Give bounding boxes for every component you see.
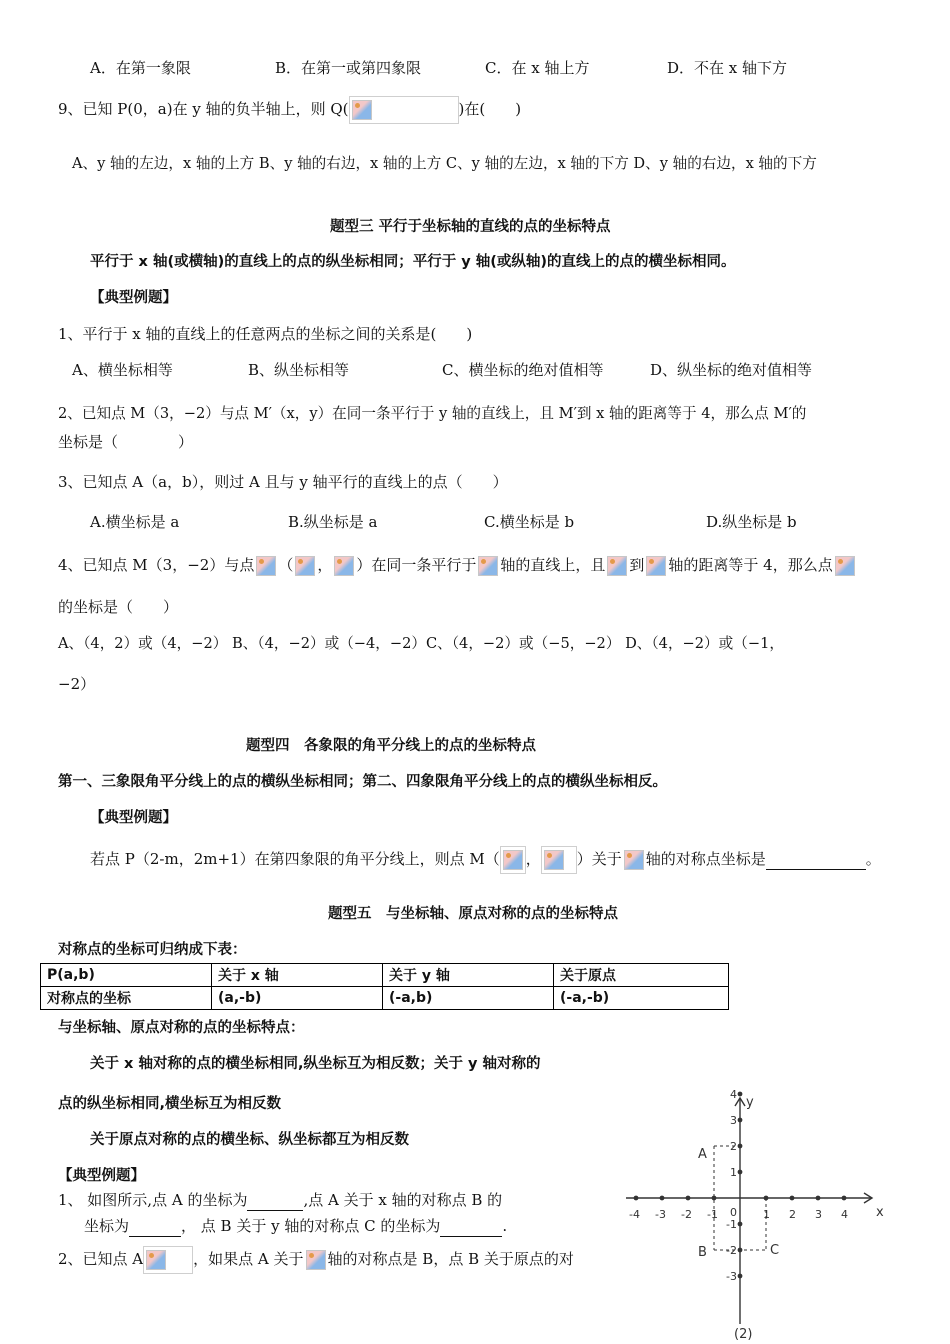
y-tick-label: 3 [730, 1114, 737, 1127]
y-tick-mark [738, 1118, 743, 1123]
s3-q4-options-line1: A、（4，2）或（4，−2） B、（4，−2）或（−4，−2）C、（4，−2）或（−5，−2） D、（4，−2）或（−1， [58, 635, 784, 652]
q8-option-a: A．在第一象限 [90, 59, 191, 77]
y-tick-label: -1 [726, 1218, 737, 1231]
formula-image-icon [349, 96, 459, 124]
table-cell: (a,-b) [212, 987, 383, 1010]
x-tick-mark [660, 1196, 665, 1201]
s4-q-part4: 轴的对称点坐标是 [645, 850, 766, 868]
table-cell: 关于原点 [554, 964, 729, 987]
x-tick-label: 2 [789, 1208, 796, 1221]
y-tick-label: 4 [730, 1088, 737, 1101]
s3-q2-line1: 2、已知点 M（3，−2）与点 M′（x，y）在同一条平行于 y 轴的直线上，且 M′到 x 轴的距离等于 4，那么点 M′的 [58, 405, 807, 422]
section3-title: 题型三 平行于坐标轴的直线的点的坐标特点 [330, 219, 611, 235]
q9-options: A、y 轴的左边，x 轴的上方 B、y 轴的右边，x 轴的上方 C、y 轴的左边，x 轴的下方 D、y 轴的右边，x 轴的下方 [72, 155, 817, 172]
s4-q-part3: ）关于 [576, 850, 622, 868]
s5-q2-part2: ，如果点 A 关于 [193, 1250, 304, 1268]
s3-q4-part6: 到 [629, 556, 645, 574]
formula-image-icon [607, 556, 627, 576]
formula-image-icon [478, 556, 498, 576]
y-tick-label: 2 [730, 1140, 737, 1153]
y-tick-mark [738, 1144, 743, 1149]
s3-q4-part7: 轴的距离等于 4，那么点 [668, 556, 833, 574]
section5-example-heading: 【典型例题】 [58, 1168, 145, 1184]
formula-image-icon [306, 1250, 326, 1270]
s5-q1-line1 [58, 1190, 502, 1211]
x-tick-label: -2 [681, 1208, 692, 1221]
table-cell: (-a,-b) [554, 987, 729, 1010]
x-tick-label: 3 [815, 1208, 822, 1221]
y-tick-mark [738, 1274, 743, 1279]
x-tick-mark [842, 1196, 847, 1201]
x-axis-label: x [876, 1205, 884, 1220]
section4-rule: 第一、三象限角平分线上的点的横纵坐标相同；第二、四象限角平分线上的点的横纵坐标相反。 [58, 774, 667, 790]
s3-q4-line2: 的坐标是（ ） [58, 598, 179, 616]
s5-q1-text-a: 1、 如图所示,点 A 的坐标为 [58, 1191, 248, 1209]
s3-q1-option-d: D、纵坐标的绝对值相等 [650, 361, 813, 379]
s5-q2-part3: 轴的对称点是 B，点 B 关于原点的对 [327, 1250, 574, 1268]
formula-image-icon [256, 556, 276, 576]
q8-option-b: B．在第一或第四象限 [275, 59, 422, 77]
y-tick-mark [738, 1248, 743, 1253]
symmetry-table [40, 963, 729, 1010]
section5-rule2: 关于原点对称的点的横坐标、纵坐标都互为相反数 [90, 1132, 409, 1148]
section5-rule1a: 关于 x 轴对称的点的横坐标相同,纵坐标互为相反数；关于 y 轴对称的 [90, 1056, 541, 1072]
formula-image-icon [624, 850, 644, 870]
table-header-row [41, 964, 729, 987]
formula-image-icon [835, 556, 855, 576]
table-cell: (-a,b) [383, 987, 554, 1010]
s3-q3-option-c: C.横坐标是 b [484, 513, 575, 531]
s3-q1-option-c: C、横坐标的绝对值相等 [442, 361, 604, 379]
y-tick-mark [738, 1170, 743, 1175]
q8-option-d: D．不在 x 轴下方 [667, 59, 788, 77]
s3-q4-part4: ）在同一条平行于 [356, 556, 477, 574]
point-c-label: C [770, 1243, 780, 1258]
s4-q-part1: 若点 P（2-m，2m+1）在第四象限的角平分线上，则点 M（ [90, 850, 500, 868]
s5-q1-line2 [84, 1216, 507, 1237]
s5-q1-text-c: 坐标为 [84, 1217, 130, 1235]
q9-text-after: )在( ) [458, 100, 522, 118]
x-tick-label: -3 [655, 1208, 666, 1221]
s3-q4-part3: ， [317, 556, 333, 574]
s3-q3-option-b: B.纵坐标是 a [288, 513, 378, 531]
table-cell: 对称点的坐标 [41, 987, 212, 1010]
s3-q4-part1: 4、已知点 M（3，−2）与点 [58, 556, 255, 574]
y-tick-mark [738, 1092, 743, 1097]
s3-q4-part2: （ [278, 556, 294, 574]
table-cell: 关于 y 轴 [383, 964, 554, 987]
table-cell: 关于 x 轴 [212, 964, 383, 987]
section4-example-heading: 【典型例题】 [90, 810, 177, 826]
formula-image-icon [541, 846, 577, 874]
q9-text-before: 9、已知 P(0，a)在 y 轴的负半轴上，则 Q( [58, 100, 349, 118]
x-tick-label: 0 [730, 1206, 737, 1219]
x-tick-mark [790, 1196, 795, 1201]
y-tick-label: 1 [730, 1166, 737, 1179]
section5-title: 题型五 与坐标轴、原点对称的点的坐标特点 [328, 906, 618, 922]
x-tick-label: -4 [629, 1208, 640, 1221]
formula-image-icon [143, 1246, 193, 1274]
s5-q1-text-e: . [502, 1217, 508, 1235]
s3-q4-line1 [58, 555, 857, 576]
s5-q2-part1: 2、已知点 A [58, 1250, 144, 1268]
s3-q1: 1、平行于 x 轴的直线上的任意两点的坐标之间的关系是( ) [58, 325, 473, 343]
point-a-label: A [698, 1147, 707, 1162]
s3-q3: 3、已知点 A（a，b），则过 A 且与 y 轴平行的直线上的点（ ） [58, 473, 508, 491]
section5-rule1b: 点的纵坐标相同,横坐标互为相反数 [58, 1096, 282, 1112]
section3-rule: 平行于 x 轴(或横轴)的直线上的点的纵坐标相同；平行于 y 轴(或纵轴)的直线上的点的横坐标相同。 [90, 254, 736, 270]
q9-stem [58, 96, 521, 124]
s5-q1-text-b: ,点 A 关于 x 轴的对称点 B 的 [303, 1191, 503, 1209]
s5-q1-text-d: ， 点 B 关于 y 轴的对称点 C 的坐标为 [181, 1217, 441, 1235]
formula-image-icon [500, 846, 526, 874]
figure-caption: (2) [734, 1327, 753, 1342]
formula-image-icon [646, 556, 666, 576]
x-tick-mark [816, 1196, 821, 1201]
s3-q2-line2: 坐标是（ ） [58, 433, 194, 451]
table-row [41, 987, 729, 1010]
y-tick-label: -3 [726, 1270, 737, 1283]
table-cell: P(a,b) [41, 964, 212, 987]
point-b-label: B [698, 1245, 707, 1260]
answer-blank [440, 1216, 502, 1237]
x-tick-mark [712, 1196, 717, 1201]
s3-q3-option-d: D.纵坐标是 b [706, 513, 797, 531]
s3-q1-option-b: B、纵坐标相等 [248, 361, 350, 379]
section3-example-heading: 【典型例题】 [90, 290, 177, 306]
coordinate-figure [622, 1088, 884, 1342]
s3-q3-option-a: A.横坐标是 a [90, 513, 180, 531]
s3-q1-option-a: A、横坐标相等 [72, 361, 173, 379]
x-tick-label: 4 [841, 1208, 848, 1221]
q8-option-c: C．在 x 轴上方 [485, 59, 590, 77]
y-axis-label: y [746, 1095, 754, 1110]
section5-table-caption: 对称点的坐标可归纳成下表： [58, 942, 247, 958]
answer-blank [247, 1190, 303, 1211]
formula-image-icon [334, 556, 354, 576]
answer-blank [766, 849, 866, 870]
y-tick-mark [738, 1222, 743, 1227]
x-tick-mark [764, 1196, 769, 1201]
s4-q-part2: ， [525, 850, 541, 868]
s3-q4-options-line2: −2） [58, 675, 96, 693]
y-tick-label: -2 [726, 1244, 737, 1257]
answer-blank [129, 1216, 181, 1237]
s4-q-end: 。 [865, 850, 881, 868]
x-tick-mark [686, 1196, 691, 1201]
x-tick-label: 1 [763, 1208, 770, 1221]
s5-q2 [58, 1246, 574, 1274]
section4-title: 题型四 各象限的角平分线上的点的坐标特点 [246, 738, 536, 754]
x-tick-label: -1 [707, 1208, 718, 1221]
s4-question [90, 846, 881, 874]
x-tick-mark [634, 1196, 639, 1201]
formula-image-icon [295, 556, 315, 576]
section5-features-heading: 与坐标轴、原点对称的点的坐标特点： [58, 1020, 305, 1036]
s3-q4-part5: 轴的直线上，且 [500, 556, 606, 574]
